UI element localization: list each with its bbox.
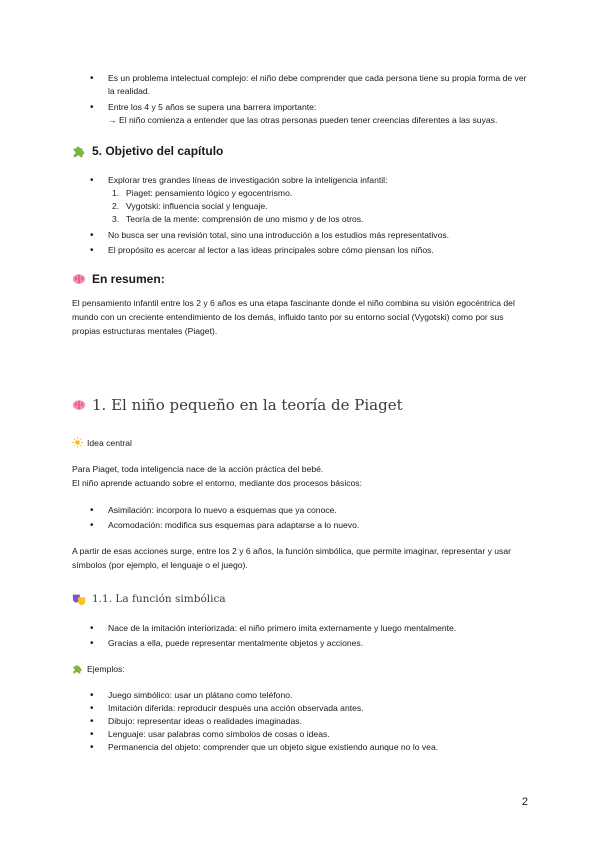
list-item: • Gracias a ella, puede representar mentalmente objetos y acciones. (72, 637, 530, 650)
page-number: 2 (521, 796, 528, 808)
idea-central-label: Idea central (72, 437, 530, 448)
list-item: • El propósito es acercar al lector a las ideas principales sobre cómo piensan los niños. (72, 244, 530, 257)
list-item: • Explorar tres grandes líneas de investigación sobre la inteligencia infantil: (72, 174, 530, 187)
summary-paragraph: El pensamiento infantil entre los 2 y 6 años es una etapa fascinante donde el niño combina su visión egocéntrica del mundo con un creciente entendimiento de los demás, influido tanto por su entorno social (Vygotski) como por sus propias estructuras mentales (Piaget). (72, 298, 515, 336)
chapter-1-heading: 1. El niño pequeño en la teoría de Piaget (72, 396, 530, 414)
list-item: • Dibujo: representar ideas o realidades imaginadas. (72, 715, 530, 728)
section-5-heading: 5. Objetivo del capítulo (72, 144, 530, 158)
list-item: • Imitación diferida: reproducir después una acción observada antes. (72, 702, 530, 715)
theater-masks-icon (72, 592, 86, 606)
research-lines-list (72, 187, 530, 226)
list-item: • Permanencia del objeto: comprender que un objeto sigue existiendo aunque no lo vea. (72, 741, 530, 754)
intro-bullet-list (72, 72, 530, 127)
list-item: • Lenguaje: usar palabras como símbolos de cosas o ideas. (72, 728, 530, 741)
sun-icon (72, 437, 83, 448)
paragraph: Para Piaget, toda inteligencia nace de la acción práctica del bebé. El niño aprende actuando sobre el entorno, mediante dos procesos básicos: (72, 464, 362, 488)
examples-label: Ejemplos: (72, 663, 530, 674)
processes-list (72, 504, 530, 532)
objective-bullet-list-2 (72, 229, 530, 257)
list-item: • Acomodación: modifica sus esquemas para adaptarse a lo nuevo. (72, 519, 530, 532)
list-item: • No busca ser una revisión total, sino una introducción a los estudios más representativos. (72, 229, 530, 242)
list-item: 3. Teoría de la mente: comprensión de uno mismo y de los otros. (112, 214, 364, 224)
list-item: • Entre los 4 y 5 años se supera una barrera importante: → El niño comienza a entender que las otras personas pueden tener creencias diferentes a las suyas. (72, 101, 530, 127)
brain-icon (72, 272, 86, 286)
examples-list (72, 689, 530, 754)
list-item: • Juego simbólico: usar un plátano como teléfono. (72, 689, 530, 702)
list-item: • Nace de la imitación interiorizada: el niño primero imita externamente y luego mentalmente. (72, 622, 530, 635)
brain-icon (72, 398, 86, 412)
symbolic-function-list (72, 622, 530, 650)
paragraph: A partir de esas acciones surge, entre los 2 y 6 años, la función simbólica, que permite imaginar, representar y usar símbolos (por ejemplo, el lenguaje o el juego). (72, 546, 511, 570)
list-item: • Es un problema intelectual complejo: el niño debe comprender que cada persona tiene su propia forma de ver la realidad. (72, 72, 530, 98)
puzzle-icon (72, 144, 86, 158)
list-item: 2. Vygotski: influencia social y lenguaje. (112, 201, 268, 211)
sub-line: → El niño comienza a entender que las otras personas pueden tener creencias diferentes a las suyas. (108, 115, 498, 125)
list-item: • Asimilación: incorpora lo nuevo a esquemas que ya conoce. (72, 504, 530, 517)
summary-heading: En resumen: (72, 272, 530, 286)
objective-bullet-list (72, 174, 530, 187)
list-item: 1. Piaget: pensamiento lógico y egocentrismo. (112, 188, 293, 198)
subsection-1-1-heading: 1.1. La función simbólica (72, 592, 530, 606)
puzzle-icon (72, 663, 83, 674)
